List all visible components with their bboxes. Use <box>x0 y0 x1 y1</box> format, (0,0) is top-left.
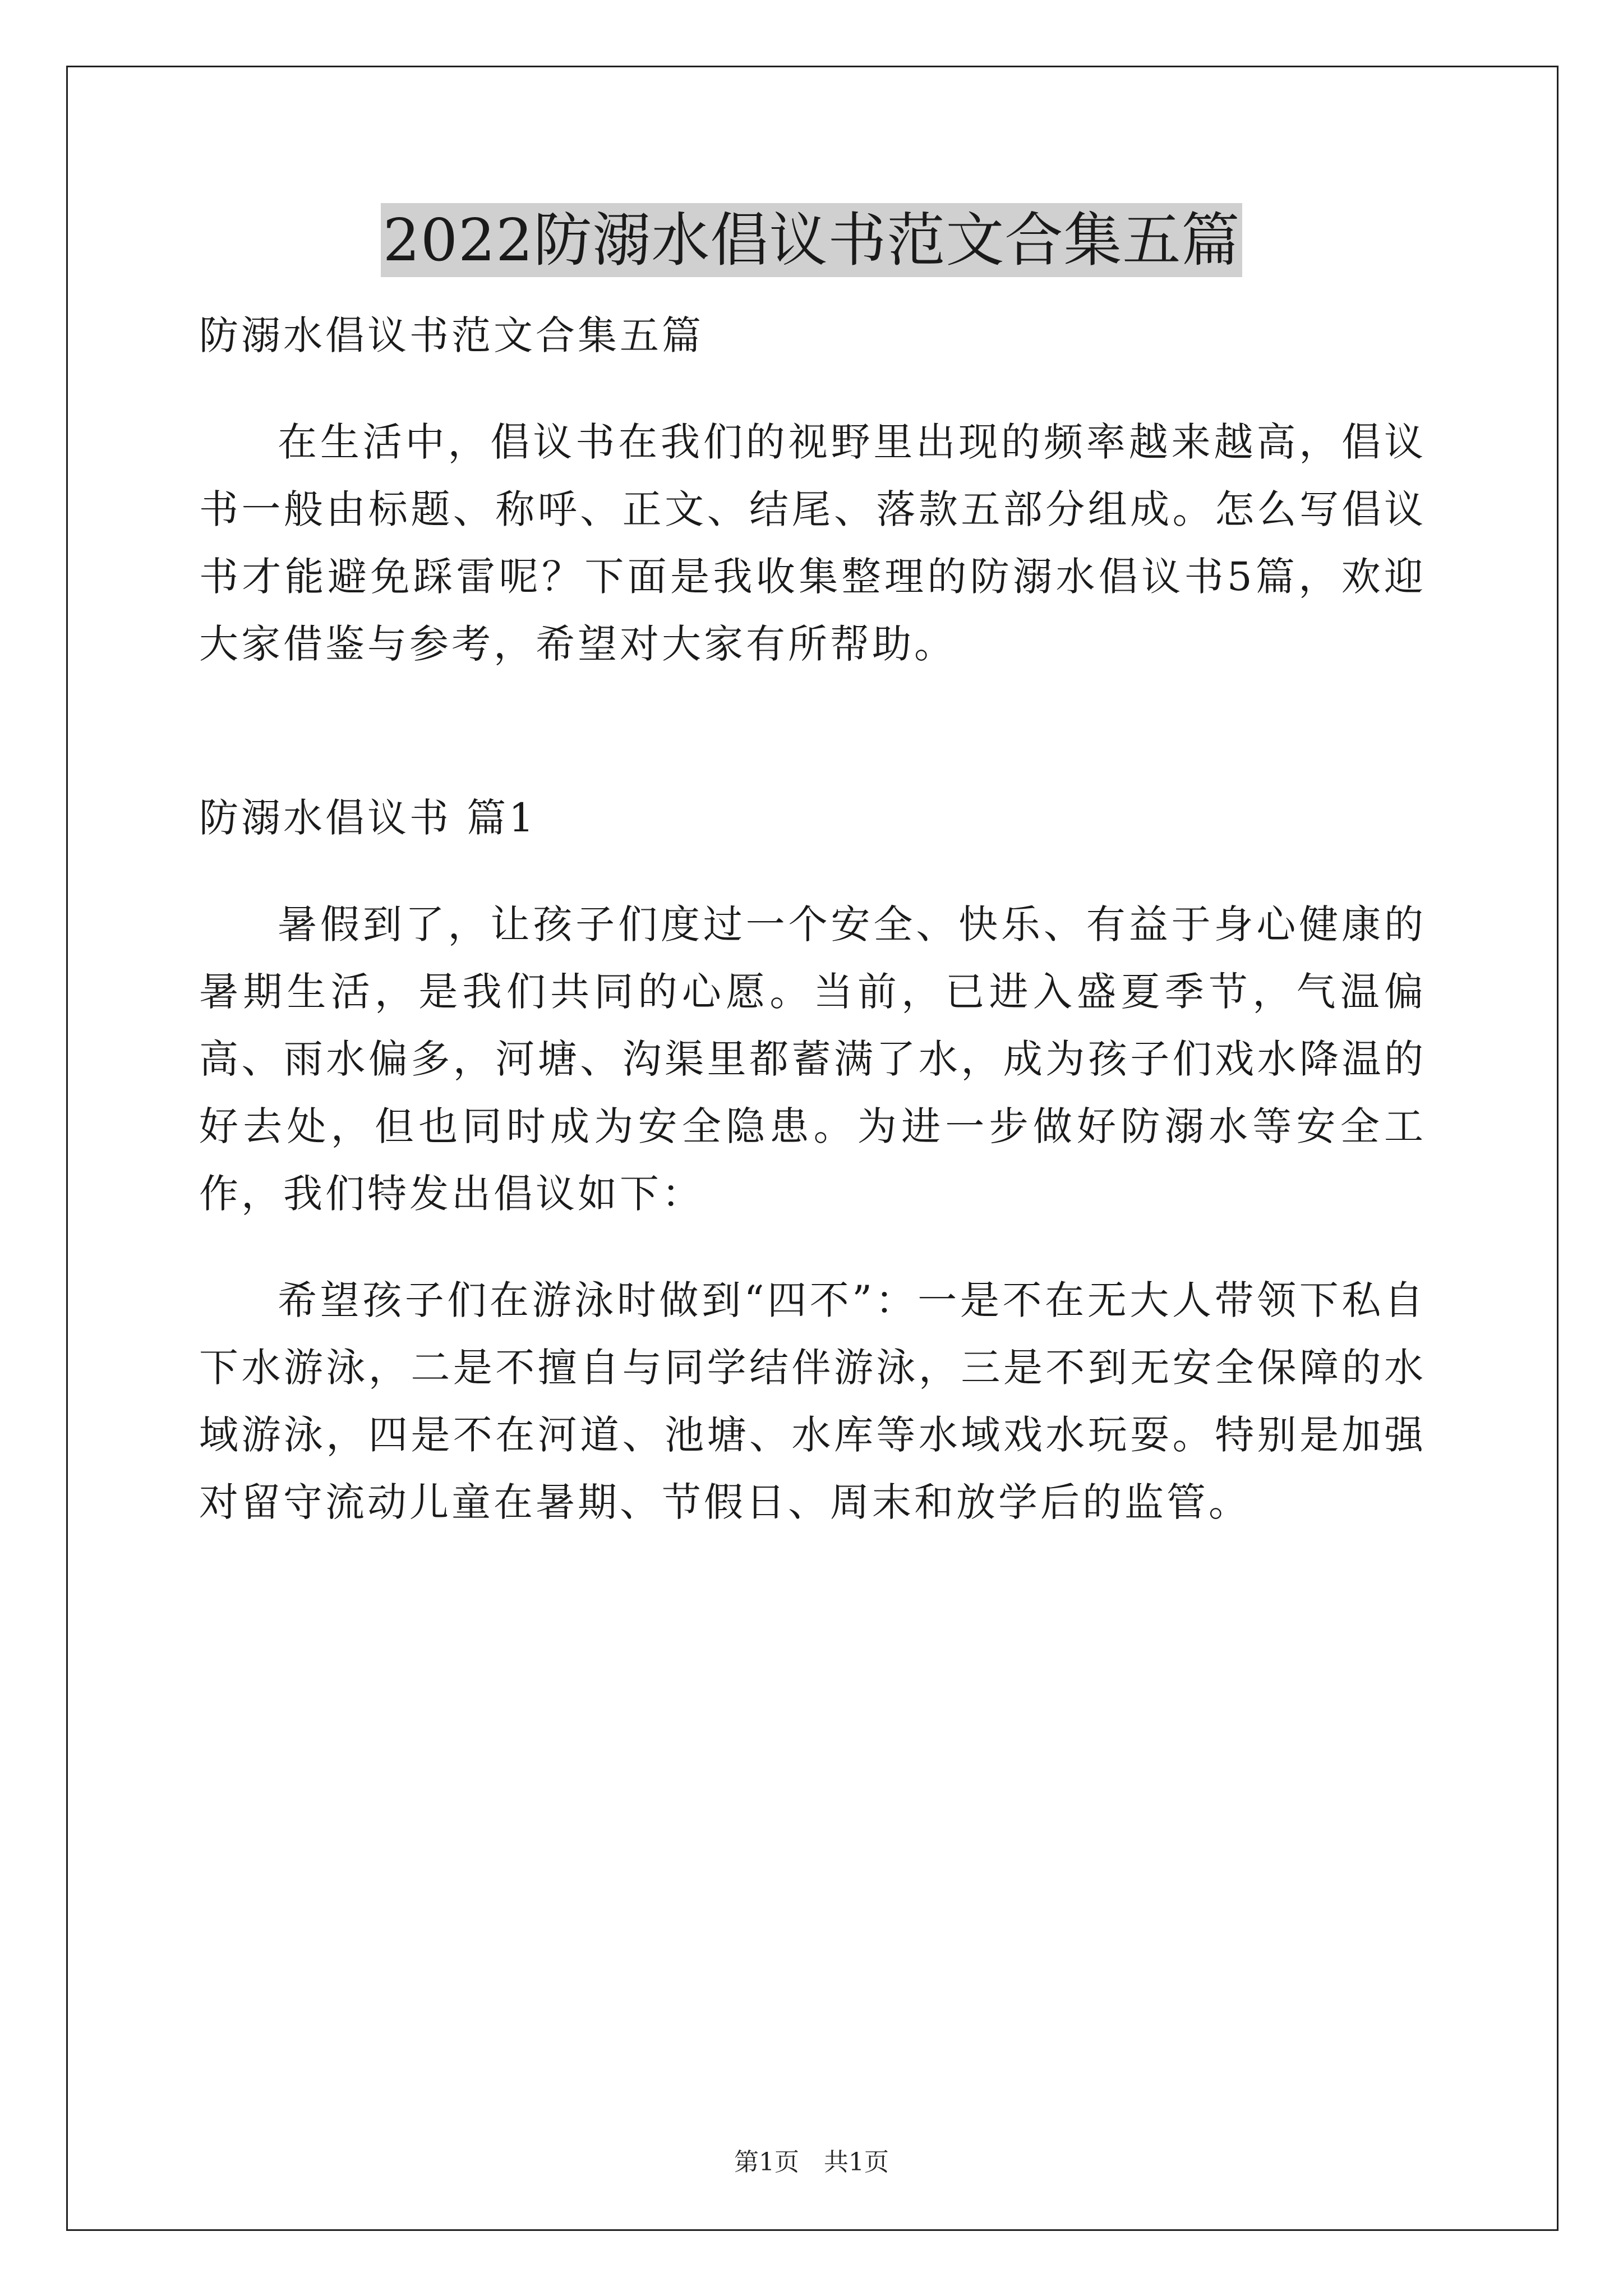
body-paragraph: 希望孩子们在游泳时做到“四不”：一是不在无大人带领下私自下水游泳，二是不擅自与同学结伴游泳，三是不到无安全保障的水域游泳，四是不在河道、池塘、水库等水域戏水玩耍。特别是加强对留守流动儿童在暑期、节假日、周末和放学后的监管。 <box>199 1277 1426 1525</box>
title-block <box>0 203 1623 277</box>
intro-paragraph: 在生活中，倡议书在我们的视野里出现的频率越来越高，倡议书一般由标题、称呼、正文、结尾、落款五部分组成。怎么写倡议书才能避免踩雷呢？下面是我收集整理的防溺水倡议书5篇，欢迎大家借鉴与参考，希望对大家有所帮助。 <box>199 419 1426 667</box>
section-heading: 防溺水倡议书 篇1 <box>199 795 537 841</box>
document-body <box>199 302 1426 1575</box>
page-footer: 第1页 共1页 <box>734 2148 889 2177</box>
document-title: 2022防溺水倡议书范文合集五篇 <box>381 203 1243 277</box>
document-subtitle: 防溺水倡议书范文合集五篇 <box>199 312 704 358</box>
body-paragraph: 暑假到了，让孩子们度过一个安全、快乐、有益于身心健康的暑期生活，是我们共同的心愿。当前，已进入盛夏季节，气温偏高、雨水偏多，河塘、沟渠里都蓄满了水，成为孩子们戏水降温的好去处，但也同时成为安全隐患。为进一步做好防溺水等安全工作，我们特发出倡议如下： <box>199 901 1426 1217</box>
